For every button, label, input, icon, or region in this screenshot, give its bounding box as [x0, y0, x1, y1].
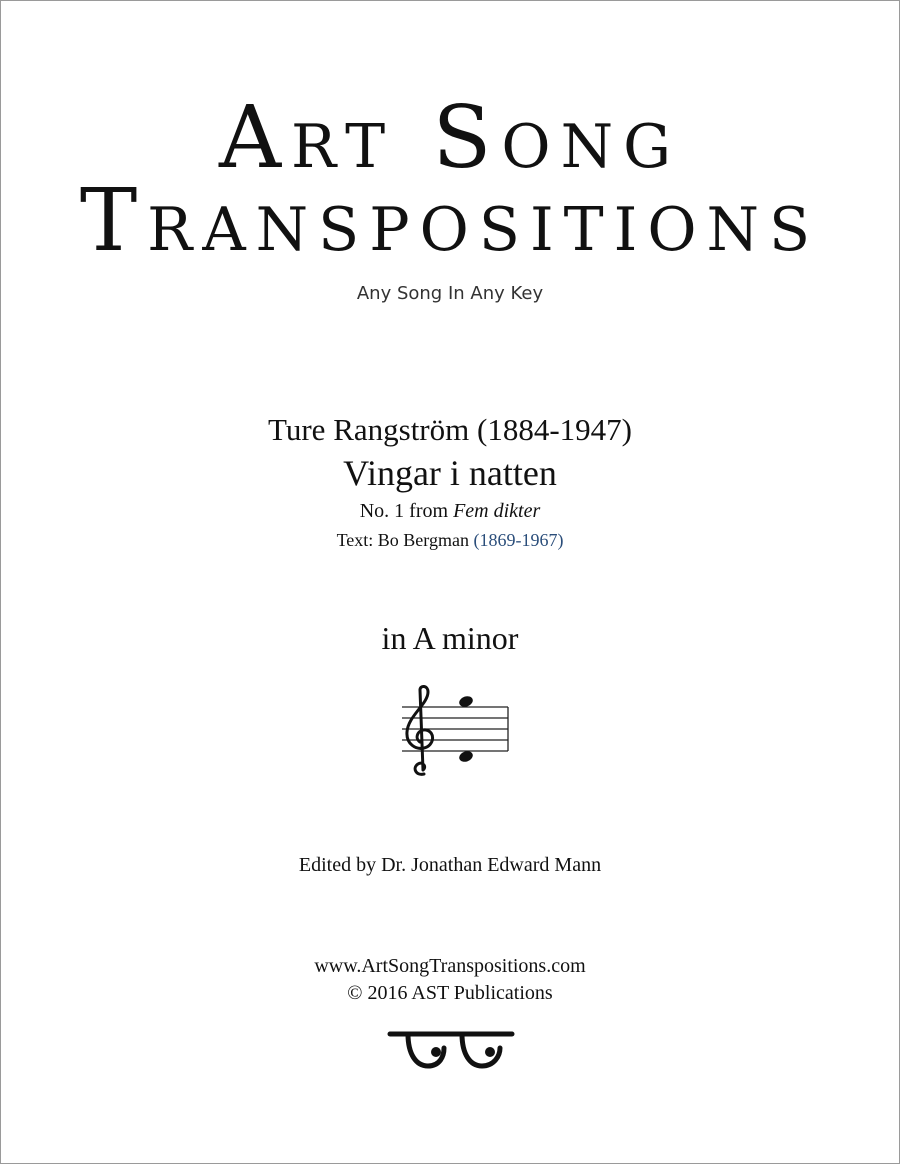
poet-dates: (1869-1967) — [473, 530, 564, 550]
ast-logo-icon — [386, 1028, 516, 1072]
brand-title-line-1: Art Song — [218, 88, 682, 188]
song-subtitle — [0, 500, 900, 523]
composer: Ture Rangström (1884-1947) — [268, 412, 632, 447]
treble-clef-icon — [407, 686, 433, 774]
website-url[interactable]: www.ArtSongTranspositions.com — [314, 955, 586, 977]
brand-title-line-2: Transpositions — [79, 171, 821, 271]
copyright-notice: © 2016 AST Publications — [347, 982, 553, 1004]
tagline: Any Song In Any Key — [356, 283, 544, 304]
text-credit — [0, 530, 900, 551]
vocal-range-staff — [390, 682, 515, 782]
song-key: in A minor — [381, 620, 519, 656]
song-title: Vingar i natten — [343, 453, 557, 493]
subtitle-prefix: No. 1 from — [359, 500, 449, 522]
editor-credit: Edited by Dr. Jonathan Edward Mann — [298, 854, 602, 876]
poet-name: Text: Bo Bergman — [336, 530, 469, 550]
collection-title: Fem dikter — [453, 500, 541, 522]
